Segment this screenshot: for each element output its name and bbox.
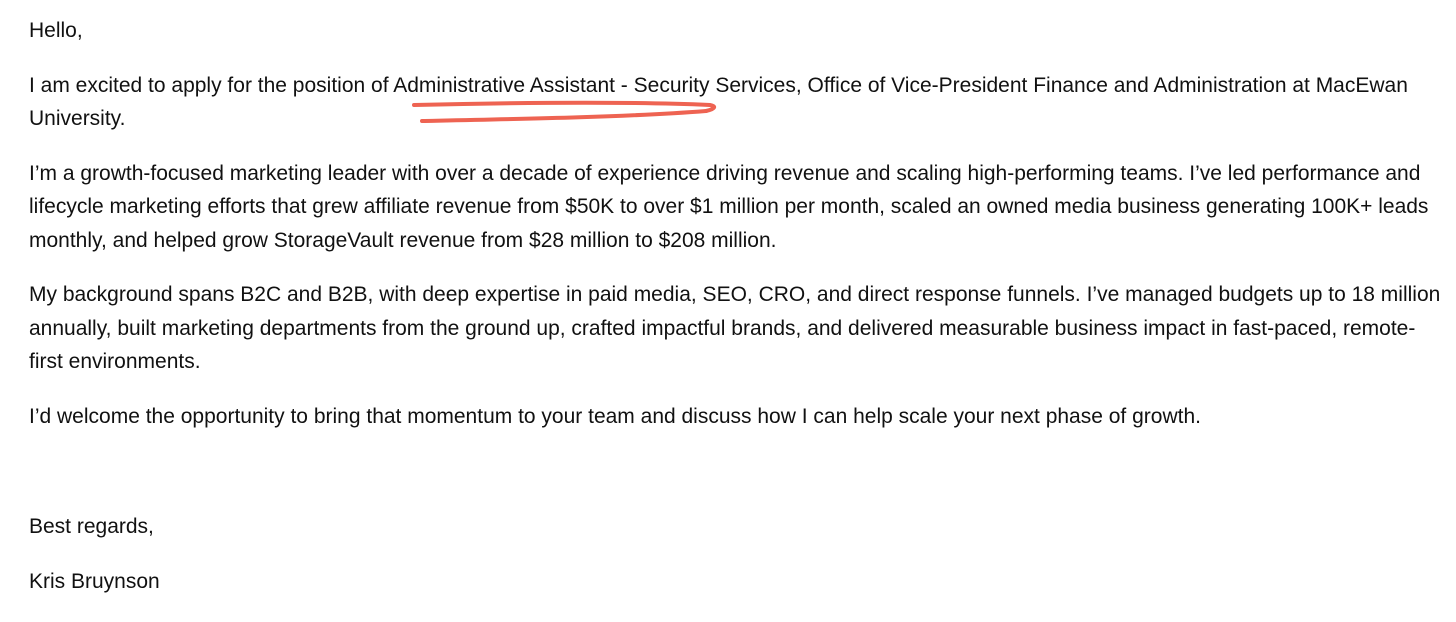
cover-letter-body: [29, 14, 1444, 619]
signature-name: Kris Bruynson: [29, 569, 160, 593]
closing-salutation: Best regards,: [29, 515, 154, 538]
experience-paragraph: I’m a growth-focused marketing leader with over a decade of experience driving revenue and scaling high-performing teams. I’ve led performance and lifecycle marketing efforts that grew affiliate revenue from $50K to over $1 million per month, scaled an owned media business generating 100K+ leads monthly, and helped grow StorageVault revenue from $28 million to $208 million.: [29, 161, 1429, 252]
spacer: [29, 454, 1444, 510]
closing-statement-paragraph: I’d welcome the opportunity to bring that momentum to your team and discuss how I can help scale your next phase of growth.: [29, 404, 1201, 428]
position-title: Administrative Assistant - Security Services: [393, 73, 796, 97]
intro-text-after: , Office of Vice-President Finance and Administration at MacEwan University.: [29, 73, 1408, 130]
background-paragraph: My background spans B2C and B2B, with deep expertise in paid media, SEO, CRO, and direct response funnels. I’ve managed budgets up to 18 million annually, built marketing departments from the ground up, crafted impactful brands, and delivered measurable business impact in fast-paced, remote-first environments.: [29, 283, 1441, 373]
intro-text-before: I am excited to apply for the position of: [29, 73, 394, 97]
greeting: Hello,: [29, 19, 83, 42]
intro-paragraph: [29, 69, 1444, 136]
